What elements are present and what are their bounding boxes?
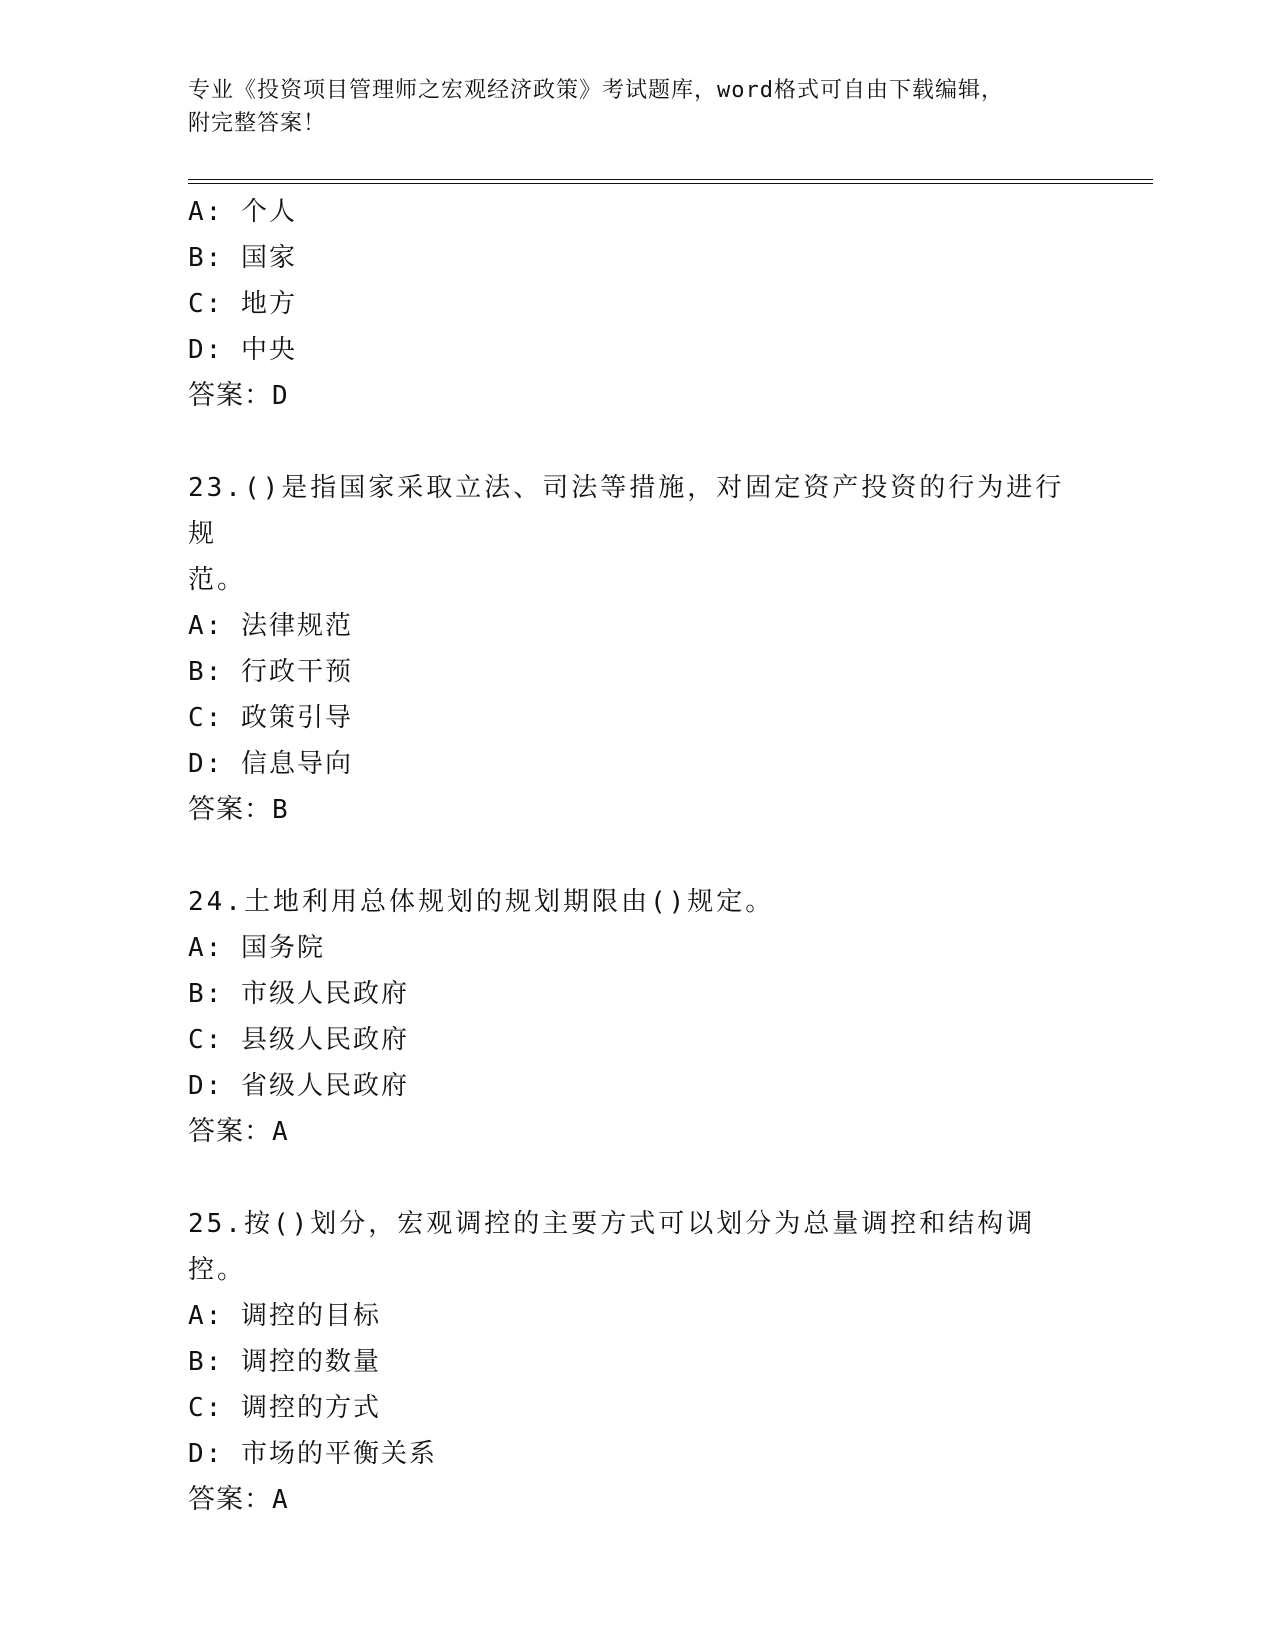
question-22 (188, 189, 1088, 419)
option-c: C: 政策引导 (188, 703, 353, 733)
answer-label: 答案： (188, 1484, 272, 1515)
option-a: A: 法律规范 (188, 611, 353, 641)
question-list (188, 189, 1088, 1523)
option-d: D: 中央 (188, 335, 297, 365)
answer-label: 答案： (188, 794, 272, 825)
option-b: B: 调控的数量 (188, 1347, 381, 1377)
option-b: B: 市级人民政府 (188, 979, 409, 1009)
question-23 (188, 465, 1088, 833)
question-text (188, 465, 1078, 603)
header-line-1: 专业《投资项目管理师之宏观经济政策》考试题库，word格式可自由下载编辑， (188, 78, 1004, 103)
option-d: D: 市场的平衡关系 (188, 1439, 437, 1469)
question-25 (188, 1201, 1088, 1523)
question-24 (188, 879, 1088, 1155)
option-c: C: 调控的方式 (188, 1393, 381, 1423)
answer-value: A (272, 1117, 289, 1147)
answer-value: B (272, 795, 289, 825)
question-text: 24.土地利用总体规划的规划期限由()规定。 (188, 887, 775, 917)
document-header (188, 74, 1088, 140)
option-d: D: 信息导向 (188, 749, 353, 779)
option-b: B: 行政干预 (188, 657, 353, 687)
answer-value: D (272, 381, 289, 411)
option-a: A: 调控的目标 (188, 1301, 381, 1331)
option-d: D: 省级人民政府 (188, 1071, 409, 1101)
answer-label: 答案： (188, 1116, 272, 1147)
header-divider-top (188, 179, 1153, 180)
option-c: C: 县级人民政府 (188, 1025, 409, 1055)
question-text-line-2: 范。 (188, 565, 247, 595)
option-b: B: 国家 (188, 243, 297, 273)
answer-line (188, 373, 1088, 419)
answer-line (188, 1477, 1088, 1523)
answer-label: 答案： (188, 380, 272, 411)
spacer (188, 1155, 1088, 1201)
spacer (188, 419, 1088, 465)
option-a: A: 国务院 (188, 933, 325, 963)
answer-value: A (272, 1485, 289, 1515)
option-a: A: 个人 (188, 197, 297, 227)
header-line-2: 附完整答案！ (188, 111, 327, 136)
question-text-line-1: 23.()是指国家采取立法、司法等措施，对固定资产投资的行为进行规 (188, 473, 1065, 549)
option-c: C: 地方 (188, 289, 297, 319)
header-divider-bottom (188, 183, 1153, 184)
answer-line (188, 787, 1088, 833)
question-text: 25.按()划分，宏观调控的主要方式可以划分为总量调控和结构调控。 (188, 1209, 1036, 1285)
spacer (188, 833, 1088, 879)
answer-line (188, 1109, 1088, 1155)
